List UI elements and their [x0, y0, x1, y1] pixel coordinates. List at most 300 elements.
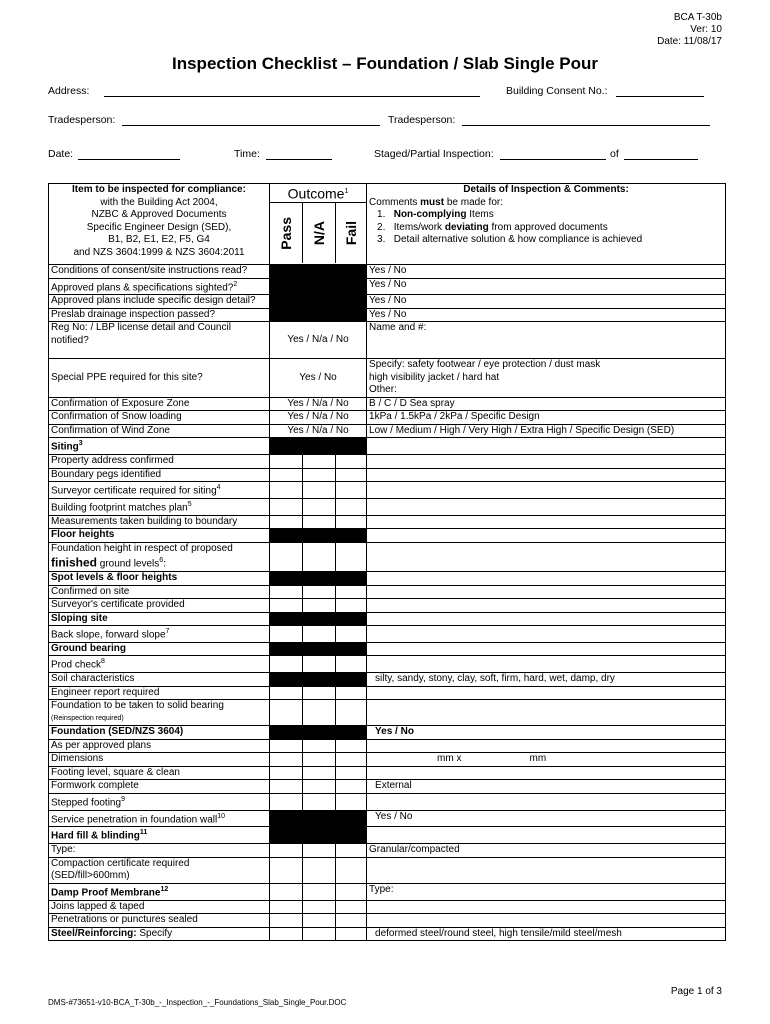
rule-bold: Non-complying	[393, 209, 467, 220]
detail-cell[interactable]	[367, 700, 726, 726]
item-header-line: with the Building Act 2004,	[100, 196, 218, 208]
fail-cell[interactable]	[336, 883, 367, 900]
table-row	[49, 739, 726, 753]
pass-cell[interactable]	[270, 278, 303, 295]
dims-unit: mm x	[437, 753, 462, 765]
section-row	[49, 572, 726, 586]
table-row	[49, 656, 726, 673]
na-cell[interactable]	[303, 515, 336, 529]
na-cell[interactable]	[303, 883, 336, 900]
pass-cell	[270, 827, 303, 844]
detail-cell[interactable]	[367, 498, 726, 515]
pass-cell[interactable]	[270, 265, 303, 279]
detail-cell[interactable]	[367, 529, 726, 543]
table-header-row	[49, 184, 726, 265]
staged-label: Staged/Partial Inspection:	[374, 148, 494, 160]
detail-cell[interactable]	[367, 585, 726, 599]
na-cell	[303, 810, 336, 827]
item-cell: Preslab drainage inspection passed?	[49, 308, 270, 322]
na-cell	[303, 726, 336, 740]
na-cell	[303, 612, 336, 626]
pass-cell[interactable]	[270, 468, 303, 482]
na-cell[interactable]	[303, 599, 336, 613]
date-label: Date:	[48, 148, 74, 160]
table-row	[49, 927, 726, 941]
section-row	[49, 883, 726, 900]
item-text: Approved plans & specifications sighted?	[51, 281, 234, 293]
file-name: DMS-#73651-v10-BCA_T-30b_-_Inspection_-_Foundations_Slab_Single_Pour.DOC	[48, 998, 347, 1007]
fail-cell	[336, 642, 367, 656]
detail-cell[interactable]: deformed steel/round steel, high tensile/mild steel/mesh	[367, 927, 726, 941]
details-title: Details of Inspection & Comments:	[463, 184, 629, 195]
pass-cell[interactable]	[270, 686, 303, 700]
table-row	[49, 515, 726, 529]
fail-cell[interactable]	[336, 766, 367, 780]
item-cell: Formwork complete	[49, 780, 270, 794]
na-cell[interactable]	[303, 542, 336, 571]
na-cell[interactable]	[303, 780, 336, 794]
rule-num: 2.	[377, 221, 386, 233]
detail-cell[interactable]: Type:	[367, 883, 726, 900]
detail-cell[interactable]: silty, sandy, stony, clay, soft, firm, hard, wet, damp, dry	[367, 673, 726, 687]
pass-cell[interactable]	[270, 780, 303, 794]
ppe-line: Other:	[369, 384, 397, 396]
ppe-line: Specify: safety footwear / eye protection / dust mask	[369, 359, 601, 371]
footnote: 9	[121, 795, 125, 803]
na-header: N/A	[310, 221, 327, 246]
detail-cell[interactable]: Yes / No	[367, 295, 726, 309]
na-cell[interactable]	[303, 686, 336, 700]
table-row	[49, 585, 726, 599]
rule-num: 1.	[377, 209, 386, 220]
detail-cell[interactable]: Yes / No	[367, 278, 726, 295]
table-row	[49, 857, 726, 883]
section-row	[49, 642, 726, 656]
detail-cell[interactable]	[367, 656, 726, 673]
table-row	[49, 295, 726, 309]
section-heading	[49, 438, 270, 455]
detail-cell[interactable]: Low / Medium / High / Very High / Extra High / Specific Design (SED)	[367, 424, 726, 438]
na-cell[interactable]	[303, 914, 336, 928]
item-cell: Dimensions	[49, 753, 270, 767]
pass-cell	[270, 572, 303, 586]
rule-bold: deviating	[444, 221, 489, 233]
na-cell[interactable]	[303, 739, 336, 753]
pass-cell[interactable]	[270, 766, 303, 780]
fail-cell[interactable]	[336, 599, 367, 613]
detail-cell[interactable]: B / C / D Sea spray	[367, 397, 726, 411]
pass-cell[interactable]	[270, 927, 303, 941]
detail-cell[interactable]	[367, 900, 726, 914]
detail-cell[interactable]	[367, 515, 726, 529]
pass-cell[interactable]	[270, 793, 303, 810]
comment-rule-2	[369, 222, 723, 235]
footnote: 8	[101, 658, 105, 666]
staged-field[interactable]	[500, 159, 606, 160]
detail-cell[interactable]	[367, 542, 726, 571]
fail-cell[interactable]	[336, 482, 367, 499]
section-text: Damp Proof Membrane	[51, 887, 161, 899]
item-cell: Compaction certificate required (SED/fill>600mm)	[49, 857, 270, 883]
detail-cell[interactable]	[367, 599, 726, 613]
doc-date: Date: 11/08/17	[657, 36, 722, 47]
item-cell	[49, 482, 270, 499]
fail-cell[interactable]	[336, 844, 367, 858]
pass-cell[interactable]	[270, 295, 303, 309]
pass-cell	[270, 810, 303, 827]
rule-num: 3.	[377, 234, 386, 245]
table-row	[49, 278, 726, 295]
footnote: 4	[216, 484, 221, 492]
doc-version: Ver: 10	[690, 24, 722, 35]
pass-cell[interactable]	[270, 599, 303, 613]
footnote: 5	[187, 500, 192, 508]
item-cell: Conditions of consent/site instructions read?	[49, 265, 270, 279]
table-row	[49, 397, 726, 411]
footnote: 2	[233, 280, 238, 288]
section-row	[49, 438, 726, 455]
item-header-line: and NZS 3604:1999 & NZS 3604:2011	[73, 246, 245, 258]
na-cell[interactable]	[303, 656, 336, 673]
section-heading: Spot levels & floor heights	[49, 572, 270, 586]
table-row	[49, 468, 726, 482]
item-cell: Confirmation of Exposure Zone	[49, 397, 270, 411]
footnote: 12	[160, 885, 169, 893]
fail-cell[interactable]	[336, 793, 367, 810]
item-header	[49, 184, 270, 265]
pass-cell	[270, 673, 303, 687]
section-heading: Sloping site	[49, 612, 270, 626]
fail-cell	[336, 827, 367, 844]
detail-cell[interactable]	[367, 572, 726, 586]
dims-unit: mm	[529, 753, 547, 765]
time-field[interactable]	[266, 159, 332, 160]
outcome-header	[270, 184, 367, 265]
item-cell: Boundary pegs identified	[49, 468, 270, 482]
item-text-bold: Steel/Reinforcing:	[51, 927, 137, 939]
detail-cell[interactable]	[367, 793, 726, 810]
detail-cell[interactable]	[367, 482, 726, 499]
na-cell[interactable]	[303, 308, 336, 322]
fail-header: Fail	[342, 221, 359, 246]
detail-cell[interactable]	[367, 827, 726, 844]
outcome-cell[interactable]: Yes / N/a / No	[270, 397, 367, 411]
na-cell[interactable]	[303, 700, 336, 726]
item-cell	[49, 810, 270, 827]
table-row	[49, 753, 726, 767]
detail-cell[interactable]: Yes / No	[367, 265, 726, 279]
pass-cell[interactable]	[270, 626, 303, 643]
item-cell: As per approved plans	[49, 739, 270, 753]
detail-cell[interactable]	[367, 753, 726, 767]
na-cell[interactable]	[303, 455, 336, 469]
na-cell[interactable]	[303, 626, 336, 643]
address-field[interactable]	[104, 96, 480, 97]
footnote: 11	[139, 829, 148, 837]
na-cell	[303, 529, 336, 543]
item-cell: Property address confirmed	[49, 455, 270, 469]
detail-cell[interactable]	[367, 766, 726, 780]
footnote: 6	[159, 557, 164, 565]
na-cell	[303, 673, 336, 687]
detail-cell[interactable]	[367, 626, 726, 643]
table-row	[49, 626, 726, 643]
item-cell: Type:	[49, 844, 270, 858]
fail-cell[interactable]	[336, 753, 367, 767]
pass-cell[interactable]	[270, 585, 303, 599]
detail-cell[interactable]	[367, 468, 726, 482]
section-heading: Floor heights	[49, 529, 270, 543]
comments-note	[369, 197, 723, 210]
detail-cell[interactable]: Yes / No	[367, 726, 726, 740]
page-number: Page 1 of 3	[670, 986, 722, 997]
item-cell	[49, 793, 270, 810]
pass-cell[interactable]	[270, 914, 303, 928]
outcome-cell[interactable]: Yes / N/a / No	[270, 322, 367, 359]
pass-cell[interactable]	[270, 482, 303, 499]
pass-cell[interactable]	[270, 900, 303, 914]
fail-cell[interactable]	[336, 468, 367, 482]
item-cell	[49, 542, 270, 571]
fail-cell	[336, 572, 367, 586]
na-cell[interactable]	[303, 793, 336, 810]
na-cell[interactable]	[303, 857, 336, 883]
detail-cell[interactable]	[367, 857, 726, 883]
detail-cell[interactable]	[367, 642, 726, 656]
pass-cell[interactable]	[270, 308, 303, 322]
section-heading	[49, 827, 270, 844]
table-row	[49, 844, 726, 858]
pass-cell	[270, 612, 303, 626]
detail-cell[interactable]: 1kPa / 1.5kPa / 2kPa / Specific Design	[367, 411, 726, 425]
item-header-line: B1, B2, E1, E2, F5, G4	[108, 234, 210, 245]
table-row	[49, 686, 726, 700]
na-cell[interactable]	[303, 468, 336, 482]
table-row	[49, 308, 726, 322]
na-cell[interactable]	[303, 753, 336, 767]
detail-cell[interactable]	[367, 686, 726, 700]
fail-cell[interactable]	[336, 914, 367, 928]
table-row	[49, 265, 726, 279]
item-cell: Engineer report required	[49, 686, 270, 700]
item-text: Surveyor certificate required for siting	[51, 485, 217, 497]
table-row	[49, 542, 726, 571]
na-cell[interactable]	[303, 295, 336, 309]
item-cell: Reg No: / LBP license detail and Council notified?	[49, 322, 270, 359]
tradesperson-field-2[interactable]	[462, 125, 710, 126]
item-text: Foundation to be taken to solid bearing	[51, 700, 224, 712]
fail-cell	[336, 612, 367, 626]
ppe-line: high visibility jacket / hard hat	[369, 371, 500, 383]
comments-must: must	[420, 196, 445, 208]
of-label: of	[610, 148, 619, 160]
outcome-footnote: 1	[344, 188, 349, 195]
item-cell: Measurements taken building to boundary	[49, 515, 270, 529]
comments-pre: Comments	[369, 196, 421, 208]
rule-text: Items	[466, 209, 494, 220]
na-cell	[303, 642, 336, 656]
na-cell[interactable]	[303, 844, 336, 858]
fail-cell	[336, 438, 367, 455]
item-text: Specify	[136, 927, 173, 939]
detail-cell[interactable]	[367, 739, 726, 753]
na-cell[interactable]	[303, 278, 336, 295]
item-text: Service penetration in foundation wall	[51, 813, 218, 825]
fail-cell[interactable]	[336, 927, 367, 941]
pass-cell[interactable]	[270, 515, 303, 529]
item-cell	[49, 656, 270, 673]
na-cell[interactable]	[303, 482, 336, 499]
item-text: Foundation height in respect of proposed	[51, 542, 233, 554]
item-text: Stepped footing	[51, 797, 122, 809]
outcome-cell[interactable]: Yes / N/a / No	[270, 411, 367, 425]
pass-cell[interactable]	[270, 455, 303, 469]
item-cell: Confirmed on site	[49, 585, 270, 599]
na-cell	[303, 438, 336, 455]
pass-header: Pass	[277, 216, 294, 250]
item-cell: Confirmation of Snow loading	[49, 411, 270, 425]
detail-cell[interactable]: Name and #:	[367, 322, 726, 359]
footnote: 3	[78, 440, 83, 448]
item-cell: Surveyor's certificate provided	[49, 599, 270, 613]
detail-cell[interactable]: Yes / No	[367, 308, 726, 322]
na-cell[interactable]	[303, 927, 336, 941]
na-cell	[303, 827, 336, 844]
table-row	[49, 359, 726, 398]
item-text: Building footprint matches plan	[51, 502, 188, 514]
inspection-table	[48, 183, 726, 941]
na-cell	[303, 572, 336, 586]
detail-cell[interactable]: External	[367, 780, 726, 794]
pass-cell[interactable]	[270, 656, 303, 673]
na-cell[interactable]	[303, 498, 336, 515]
item-cell: Penetrations or punctures sealed	[49, 914, 270, 928]
table-row	[49, 914, 726, 928]
fail-cell[interactable]	[336, 278, 367, 295]
pass-cell[interactable]	[270, 542, 303, 571]
pass-cell[interactable]	[270, 857, 303, 883]
comment-rule-3	[369, 234, 723, 247]
fail-cell[interactable]	[336, 515, 367, 529]
date-field[interactable]	[78, 159, 180, 160]
rule-text: from approved documents	[488, 221, 608, 233]
section-text: Siting	[51, 441, 79, 453]
na-cell[interactable]	[303, 766, 336, 780]
tradesperson-field-1[interactable]	[122, 125, 380, 126]
fail-cell[interactable]	[336, 542, 367, 571]
table-row	[49, 482, 726, 499]
of-field[interactable]	[624, 159, 698, 160]
table-row	[49, 793, 726, 810]
fail-cell[interactable]	[336, 626, 367, 643]
doc-code-id: BCA T-30b	[673, 12, 722, 23]
fail-cell	[336, 726, 367, 740]
fail-cell[interactable]	[336, 686, 367, 700]
na-cell[interactable]	[303, 900, 336, 914]
document-code	[657, 12, 722, 48]
item-text: ground levels	[97, 558, 160, 570]
item-cell	[49, 498, 270, 515]
item-cell: Joins lapped & taped	[49, 900, 270, 914]
na-cell[interactable]	[303, 265, 336, 279]
outcome-title: Outcome	[287, 185, 345, 202]
table-row	[49, 810, 726, 827]
table-row	[49, 411, 726, 425]
address-label: Address:	[48, 85, 90, 97]
outcome-cell[interactable]: Yes / No	[270, 359, 367, 398]
item-cell: Footing level, square & clean	[49, 766, 270, 780]
detail-cell[interactable]	[367, 359, 726, 398]
fail-cell[interactable]	[336, 265, 367, 279]
detail-cell[interactable]: Yes / No	[367, 810, 726, 827]
fail-cell	[336, 810, 367, 827]
table-row	[49, 455, 726, 469]
fail-cell[interactable]	[336, 455, 367, 469]
pass-cell[interactable]	[270, 739, 303, 753]
fail-cell[interactable]	[336, 780, 367, 794]
fail-cell[interactable]	[336, 857, 367, 883]
na-cell[interactable]	[303, 585, 336, 599]
table-row	[49, 780, 726, 794]
outcome-cell[interactable]: Yes / N/a / No	[270, 424, 367, 438]
pass-cell[interactable]	[270, 883, 303, 900]
fail-cell[interactable]	[336, 739, 367, 753]
section-heading: Ground bearing	[49, 642, 270, 656]
section-text: Hard fill & blinding	[51, 830, 140, 842]
fail-cell[interactable]	[336, 498, 367, 515]
item-cell	[49, 700, 270, 726]
fail-cell[interactable]	[336, 308, 367, 322]
pass-cell[interactable]	[270, 498, 303, 515]
section-row	[49, 827, 726, 844]
pass-cell[interactable]	[270, 844, 303, 858]
table-row	[49, 424, 726, 438]
fail-cell[interactable]	[336, 900, 367, 914]
pass-cell	[270, 438, 303, 455]
item-header-line: Specific Engineer Design (SED),	[86, 221, 232, 233]
detail-cell[interactable]: Granular/compacted	[367, 844, 726, 858]
item-cell: Confirmation of Wind Zone	[49, 424, 270, 438]
pass-cell[interactable]	[270, 700, 303, 726]
page-title: Inspection Checklist – Foundation / Slab Single Pour	[172, 54, 598, 73]
detail-cell[interactable]	[367, 455, 726, 469]
item-text: :	[163, 558, 166, 570]
item-cell: Approved plans include specific design detail?	[49, 295, 270, 309]
rule-text: Items/work	[393, 221, 445, 233]
consent-field[interactable]	[616, 96, 704, 97]
detail-cell[interactable]	[367, 438, 726, 455]
fail-cell[interactable]	[336, 700, 367, 726]
tradesperson-label-2: Tradesperson:	[388, 114, 456, 126]
fail-cell[interactable]	[336, 585, 367, 599]
comment-rule-1	[369, 209, 723, 222]
section-row	[49, 726, 726, 740]
detail-cell[interactable]	[367, 612, 726, 626]
tradesperson-label-1: Tradesperson:	[48, 114, 116, 126]
section-row	[49, 612, 726, 626]
consent-label: Building Consent No.:	[506, 85, 608, 97]
item-note: (Reinspection required)	[51, 714, 124, 722]
pass-cell[interactable]	[270, 753, 303, 767]
comments-post: be made for:	[444, 196, 503, 208]
item-cell: Special PPE required for this site?	[49, 359, 270, 398]
item-header-line: Item to be inspected for compliance:	[72, 184, 246, 195]
fail-cell[interactable]	[336, 656, 367, 673]
table-row	[49, 900, 726, 914]
table-row	[49, 766, 726, 780]
fail-cell[interactable]	[336, 295, 367, 309]
detail-cell[interactable]	[367, 914, 726, 928]
